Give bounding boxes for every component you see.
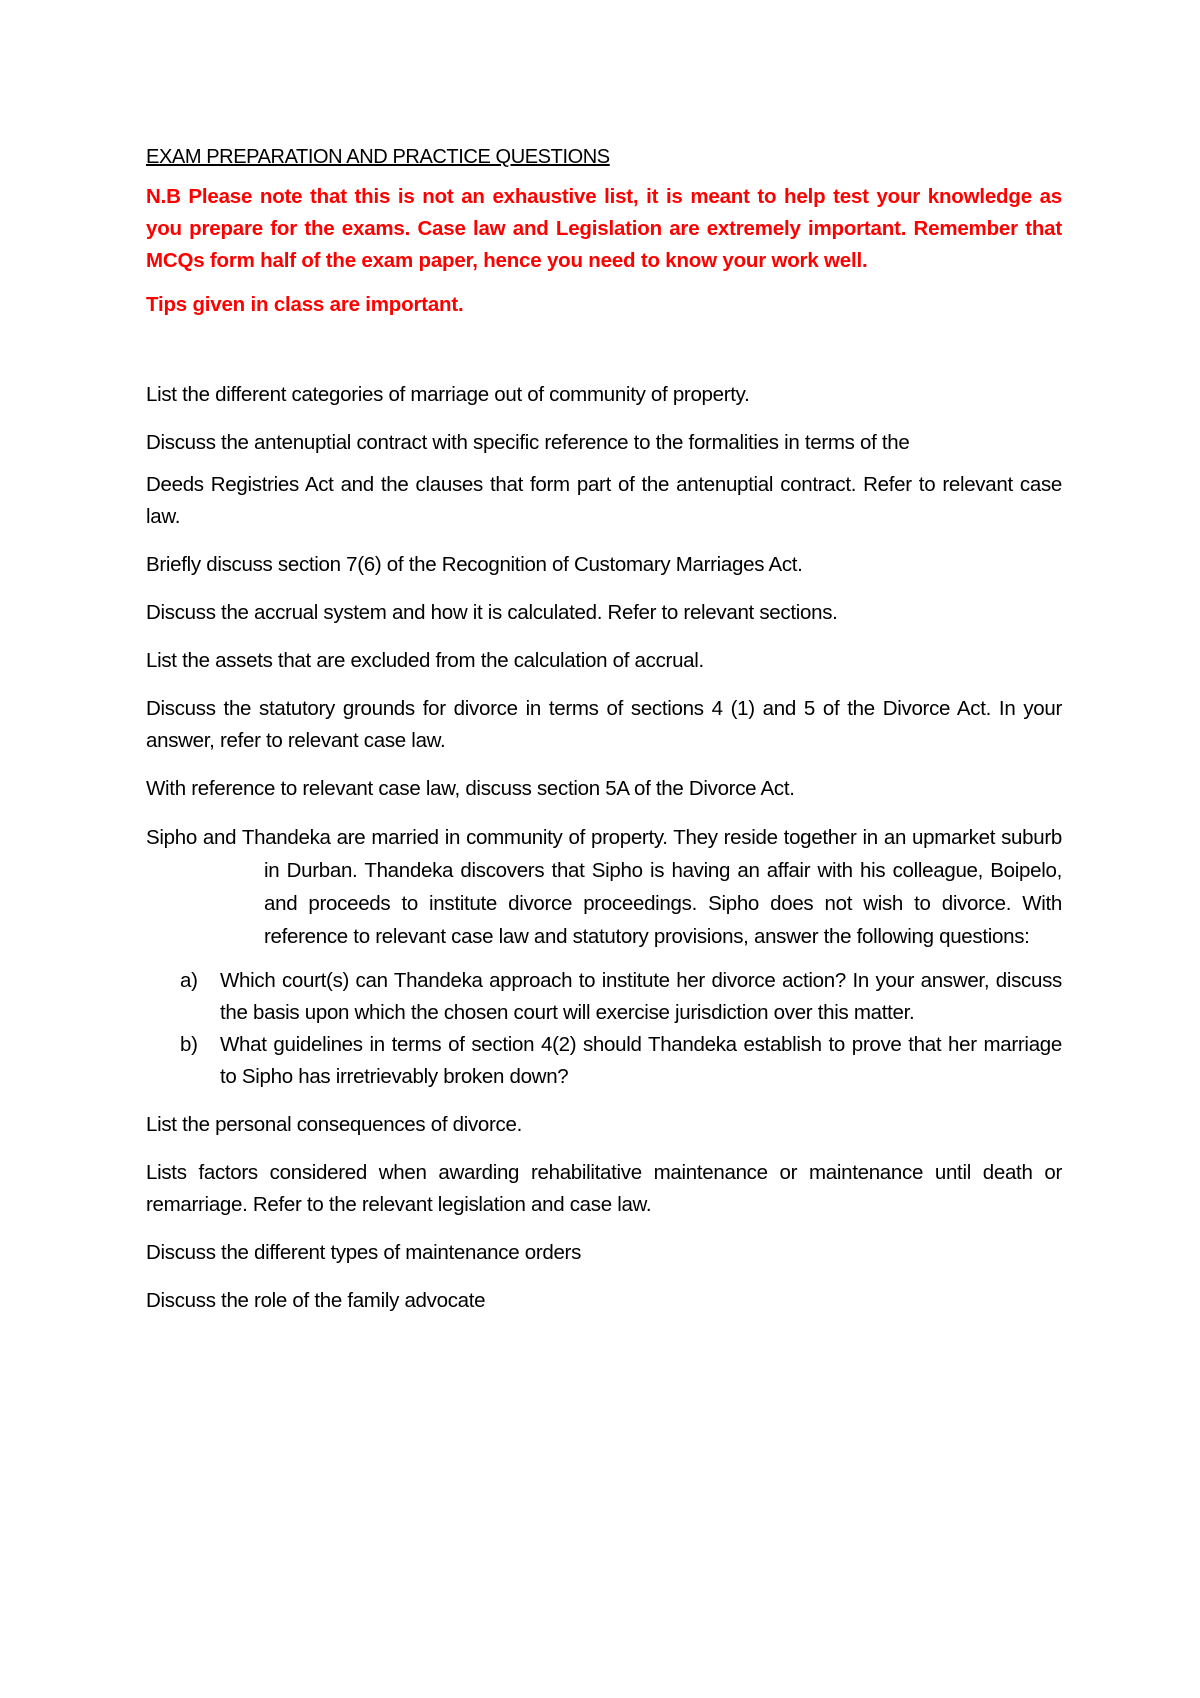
sub-question-text: Which court(s) can Thandeka approach to institute her divorce action? In your answer, discuss the basis upon which the chosen court will exercise jurisdiction over this matter. bbox=[220, 969, 1062, 1024]
sub-question-marker: b) bbox=[180, 1033, 198, 1056]
question-item: Deeds Registries Act and the clauses that form part of the antenuptial contract. Refer to relevant case law. bbox=[146, 473, 1062, 528]
question-item: Discuss the antenuptial contract with specific reference to the formalities in terms of the bbox=[146, 431, 910, 454]
document-body bbox=[146, 142, 1062, 1333]
sub-question-text: What guidelines in terms of section 4(2) should Thandeka establish to prove that her marriage to Sipho has irretrievably broken down? bbox=[220, 1033, 1062, 1088]
sub-question-list bbox=[146, 965, 1062, 1093]
tips-note: Tips given in class are important. bbox=[146, 293, 464, 316]
question-item: List the personal consequences of divorce. bbox=[146, 1113, 522, 1136]
question-item: Discuss the accrual system and how it is calculated. Refer to relevant sections. bbox=[146, 601, 838, 624]
question-item: With reference to relevant case law, discuss section 5A of the Divorce Act. bbox=[146, 777, 795, 800]
question-item: Briefly discuss section 7(6) of the Recognition of Customary Marriages Act. bbox=[146, 553, 803, 576]
sub-question-marker: a) bbox=[180, 969, 198, 992]
sub-question-item bbox=[180, 1029, 1062, 1093]
important-note: N.B Please note that this is not an exhaustive list, it is meant to help test your knowledge as you prepare for the exams. Case law and Legislation are extremely important. Remember that MCQs form half of the exam paper, hence you need to know your work well. bbox=[146, 185, 1062, 272]
document-title: EXAM PREPARATION AND PRACTICE QUESTIONS bbox=[146, 146, 610, 168]
question-item: Discuss the statutory grounds for divorce in terms of sections 4 (1) and 5 of the Divorce Act. In your answer, refer to relevant case law. bbox=[146, 697, 1062, 752]
sub-question-item bbox=[180, 965, 1062, 1029]
question-item: List the assets that are excluded from the calculation of accrual. bbox=[146, 649, 704, 672]
scenario-paragraph: Sipho and Thandeka are married in community of property. They reside together in an upmarket suburb in Durban. Thandeka discovers that Sipho is having an affair with his colleague, Boipelo, and proceeds to institute divorce proceedings. Sipho does not wish to divorce. With reference to relevant case law and statutory provisions, answer the following questions: bbox=[146, 826, 1062, 948]
question-item: Lists factors considered when awarding rehabilitative maintenance or maintenance until death or remarriage. Refer to the relevant legislation and case law. bbox=[146, 1161, 1062, 1216]
question-item: Discuss the role of the family advocate bbox=[146, 1289, 486, 1312]
question-item: Discuss the different types of maintenance orders bbox=[146, 1241, 582, 1264]
question-item: List the different categories of marriage out of community of property. bbox=[146, 383, 750, 406]
